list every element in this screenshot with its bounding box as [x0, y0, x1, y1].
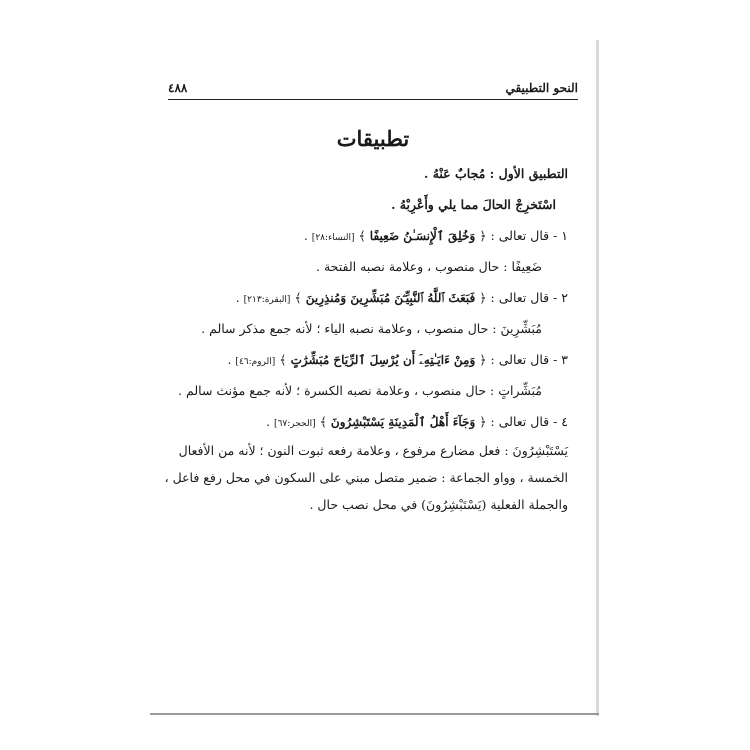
item-close: ﴾: [358, 228, 366, 243]
exercise-instruction: اسْتَخرِجْ الحالَ مما يلي وأَعْرِبْهُ .: [391, 197, 556, 212]
item-3-analysis: مُبَشِّراتٍ : حال منصوب ، وعلامة نصبه الكسرة ؛ لأنه جمع مؤنث سالم .: [178, 383, 542, 398]
item-end: .: [227, 352, 232, 367]
item-2-analysis: مُبَشِّرِينَ : حال منصوب ، وعلامة نصبه الياء ؛ لأنه جمع مذكر سالم .: [201, 321, 542, 336]
item-4-analysis-line-3: والجملة الفعلية (يَسْتَبْشِرُونَ) في محل نصب حال .: [309, 497, 568, 512]
page-title: تطبيقات: [336, 126, 410, 151]
exercise-item-4: [180, 406, 568, 437]
book-title: النحو التطبيقي: [505, 81, 578, 95]
header-rule: [168, 99, 578, 100]
quran-verse: وَجَآءَ أَهْلُ ٱلْمَدِينَةِ يَسْتَبْشِرُونَ: [330, 415, 476, 429]
item-end: .: [266, 414, 271, 429]
exercise-item-2: [180, 282, 568, 313]
item-close: ﴾: [294, 290, 302, 305]
quran-verse: فَبَعَثَ ٱللَّهُ ٱلنَّبِيِّـۧنَ مُبَشِّرِينَ وَمُنذِرِينَ: [305, 291, 476, 305]
page-edge-shadow: [596, 40, 599, 716]
item-4-analysis-line-1: يَسْتَبْشِرُونَ : فعل مضارع مرفوع ، وعلامة رفعه ثبوت النون ؛ لأنه من الأفعال: [178, 443, 568, 458]
item-1-analysis: ضَعِيفًا : حال منصوب ، وعلامة نصبه الفتحة .: [316, 259, 542, 274]
item-end: .: [235, 290, 240, 305]
verse-reference: [البقرة:٢١٣]: [243, 295, 291, 305]
item-prefix: ٤ - قال تعالى : ﴿: [479, 414, 568, 429]
item-4-analysis-line-2: الخمسة ، وواو الجماعة : ضمير متصل مبني على السكون في محل رفع فاعل ،: [164, 470, 568, 485]
item-prefix: ١ - قال تعالى : ﴿: [479, 228, 568, 243]
item-close: ﴾: [319, 414, 327, 429]
page-number: ٤٨٨: [168, 81, 188, 95]
verse-reference: [الروم:٤٦]: [235, 357, 276, 367]
running-header: [168, 75, 578, 95]
verse-reference: [النساء:٢٨]: [311, 233, 355, 243]
page-bottom-edge: [150, 713, 599, 715]
exercise-heading: التطبيق الأول : مُجابٌ عَنْهُ .: [424, 166, 568, 181]
verse-reference: [الحجر:٦٧]: [274, 419, 316, 429]
item-prefix: ٣ - قال تعالى : ﴿: [479, 352, 568, 367]
exercise-body: [164, 158, 568, 518]
quran-verse: وَخُلِقَ ٱلْإِنسَـٰنُ ضَعِيفًا: [369, 229, 476, 243]
item-end: .: [303, 228, 308, 243]
book-page: [150, 40, 596, 716]
exercise-item-1: [180, 220, 568, 251]
item-close: ﴾: [279, 352, 287, 367]
quran-verse: وَمِنْ ءَايَـٰتِهِۦٓ أَن يُرْسِلَ ٱلرِّيَاحَ مُبَشِّرَٰتٍ: [290, 353, 476, 367]
item-prefix: ٢ - قال تعالى : ﴿: [479, 290, 568, 305]
exercise-item-3: [180, 344, 568, 375]
